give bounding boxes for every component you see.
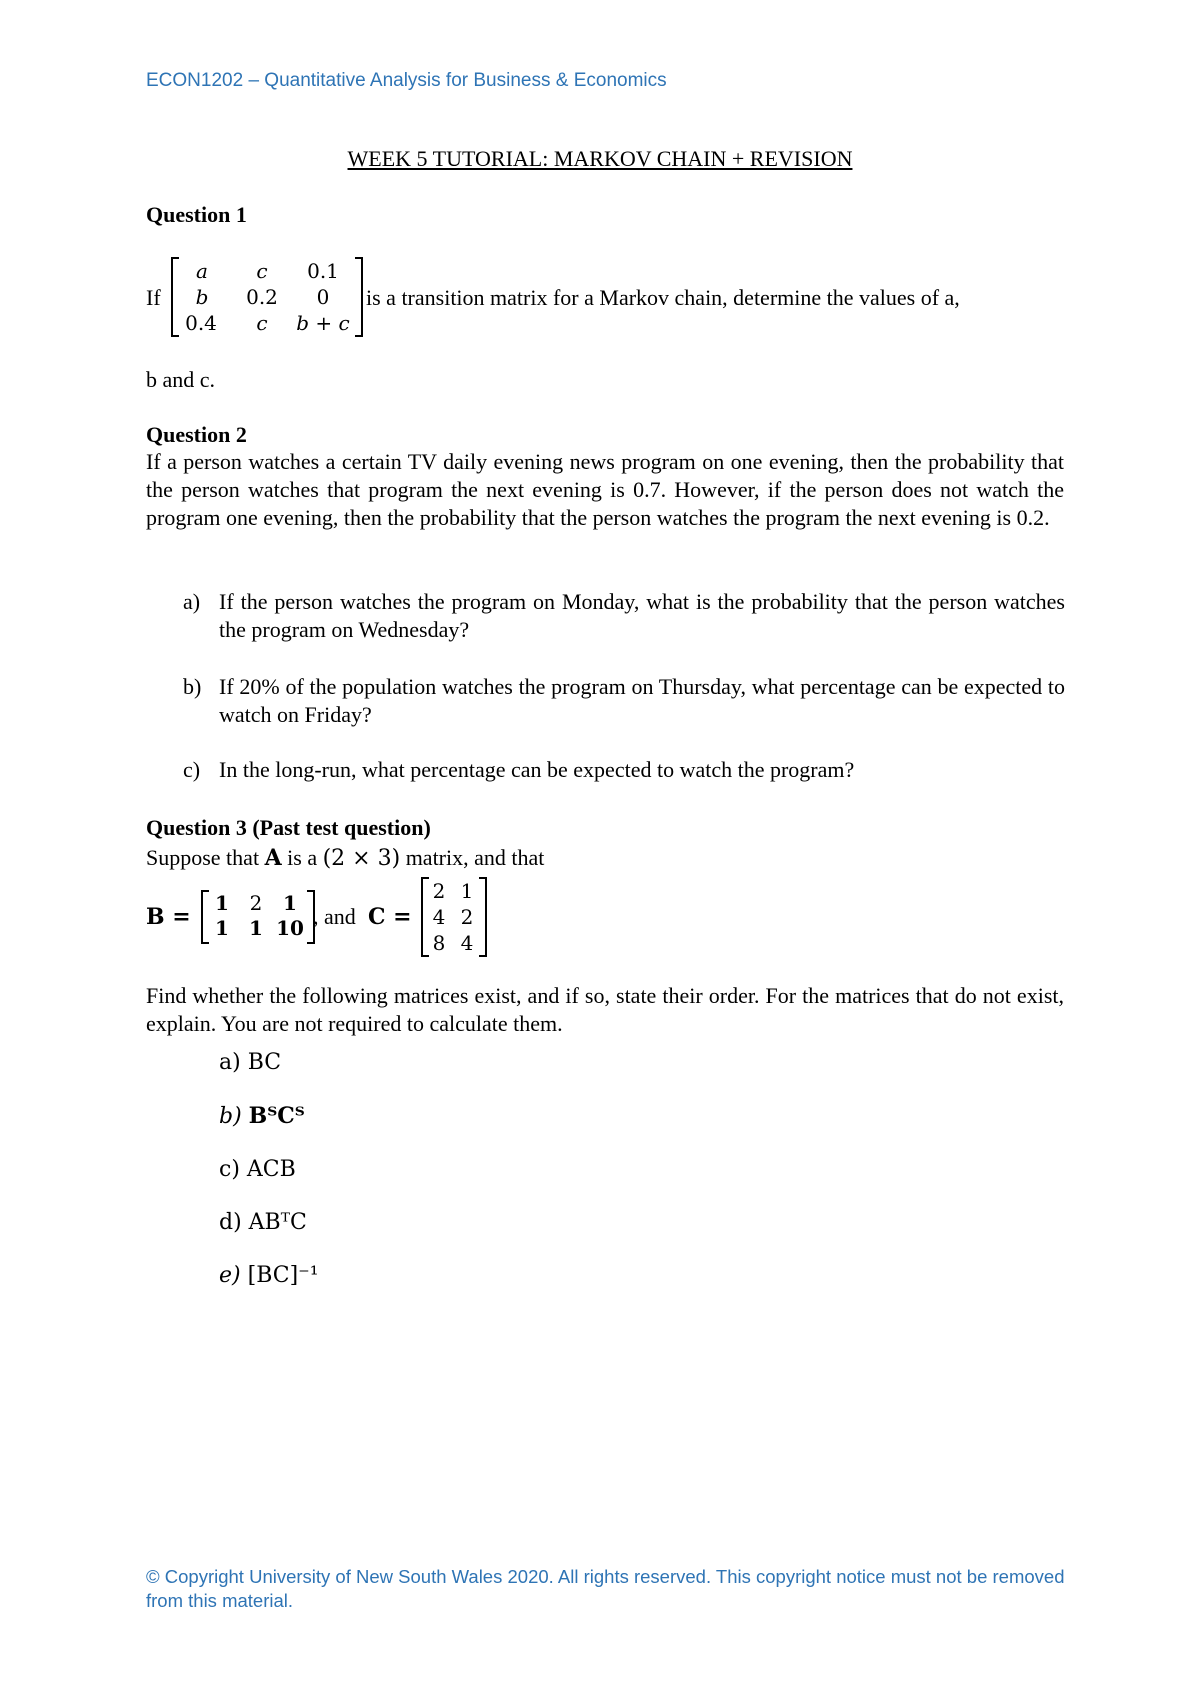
- q3-intro: [146, 844, 544, 873]
- matrix-b: [201, 890, 315, 944]
- item-label: a): [183, 589, 201, 614]
- part-expr: ACB: [246, 1157, 296, 1182]
- item-text: In the long-run, what percentage can be expected to watch the program?: [219, 757, 855, 782]
- matrix-cell: a: [196, 259, 208, 283]
- matrix-cell: 1: [283, 891, 297, 915]
- matrix-cell: 4: [432, 905, 446, 929]
- q3-part-b: [219, 1103, 305, 1129]
- intro-text: matrix, and that: [405, 845, 545, 870]
- q1-prefix: If: [146, 285, 161, 310]
- matrix-cell: 1: [215, 916, 229, 940]
- page-title: WEEK 5 TUTORIAL: MARKOV CHAIN + REVISION: [347, 146, 853, 171]
- matrix-cell: 2: [460, 905, 474, 929]
- q2-text: If a person watches a certain TV daily evening news program on one evening, then the probability that the person watches that program the next evening is 0.7. However, if the person does not watch the program one evening, then the probability that the person watches the program the next evening is 0.2.: [146, 449, 1064, 530]
- part-expr: BᵀCᵀ: [248, 1103, 305, 1129]
- and-text: , and: [313, 904, 356, 929]
- matrix-cell: 0: [316, 285, 330, 309]
- c-equals: C =: [368, 904, 412, 930]
- matrix-cell: b + c: [296, 311, 350, 335]
- copyright-footer: © Copyright University of New South Wales 2020. All rights reserved. This copyright notice must not be removed from this material.: [146, 1566, 1065, 1611]
- question-3-heading: Question 3 (Past test question): [146, 815, 431, 840]
- dimension-expr: (2 × 3): [322, 846, 401, 871]
- matrix-cell: 1: [249, 916, 263, 940]
- matrix-cell: 2: [432, 879, 446, 903]
- part-label: a): [219, 1050, 241, 1075]
- q3-part-d: [219, 1210, 307, 1235]
- part-expr: ABᵀC: [248, 1210, 307, 1235]
- intro-text: is a: [287, 845, 318, 870]
- matrix-cell: 8: [432, 931, 446, 955]
- q3-part-e: [219, 1263, 319, 1288]
- q2-item-c: [183, 756, 1065, 784]
- intro-text: Suppose that: [146, 845, 260, 870]
- b-equals: B =: [146, 904, 191, 930]
- matrix-c: [421, 877, 487, 957]
- matrix-cell: 0.2: [246, 285, 278, 309]
- item-text: If 20% of the population watches the program on Thursday, what percentage can be expected to watch on Friday?: [219, 674, 1065, 727]
- matrix-cell: 10: [276, 916, 304, 940]
- matrix-cell: c: [256, 311, 268, 335]
- part-label: d): [219, 1210, 242, 1235]
- document-header: ECON1202 – Quantitative Analysis for Business & Economics: [146, 70, 667, 91]
- part-expr: BC: [247, 1050, 282, 1075]
- part-label: e): [219, 1263, 241, 1288]
- q3-instructions: Find whether the following matrices exist, and if so, state their order. For the matrices that do not exist, explain. You are not required to calculate them.: [146, 983, 1064, 1036]
- b-label: [146, 903, 191, 932]
- matrix-cell: 1: [460, 879, 474, 903]
- item-label: c): [183, 757, 201, 782]
- item-text: If the person watches the program on Monday, what is the probability that the person watches the program on Wednesday?: [219, 589, 1065, 642]
- matrix-cell: b: [195, 285, 209, 309]
- matrix-cell: 0.4: [185, 311, 217, 335]
- question-2-heading: Question 2: [146, 422, 247, 447]
- q1-suffix: is a transition matrix for a Markov chain, determine the values of a,: [366, 285, 960, 310]
- matrix-cell: c: [256, 259, 268, 283]
- q3-part-c: [219, 1157, 296, 1182]
- matrix-cell: 1: [215, 891, 229, 915]
- q3-part-a: [219, 1050, 281, 1075]
- matrix-cell: 2: [249, 891, 263, 915]
- matrix-a-symbol: A: [264, 845, 282, 871]
- item-label: b): [183, 674, 202, 699]
- part-label: c): [219, 1157, 240, 1182]
- q2-item-b: [183, 673, 1065, 729]
- matrix-cell: 4: [460, 931, 474, 955]
- matrix-cell: 0.1: [307, 259, 339, 283]
- q2-item-a: [183, 588, 1065, 644]
- question-1-heading: Question 1: [146, 202, 247, 227]
- c-label: [368, 903, 412, 932]
- q1-continuation: b and c.: [146, 367, 216, 392]
- part-label: b): [219, 1104, 242, 1129]
- q1-transition-matrix: [171, 257, 363, 337]
- part-expr: [BC]⁻¹: [247, 1263, 319, 1288]
